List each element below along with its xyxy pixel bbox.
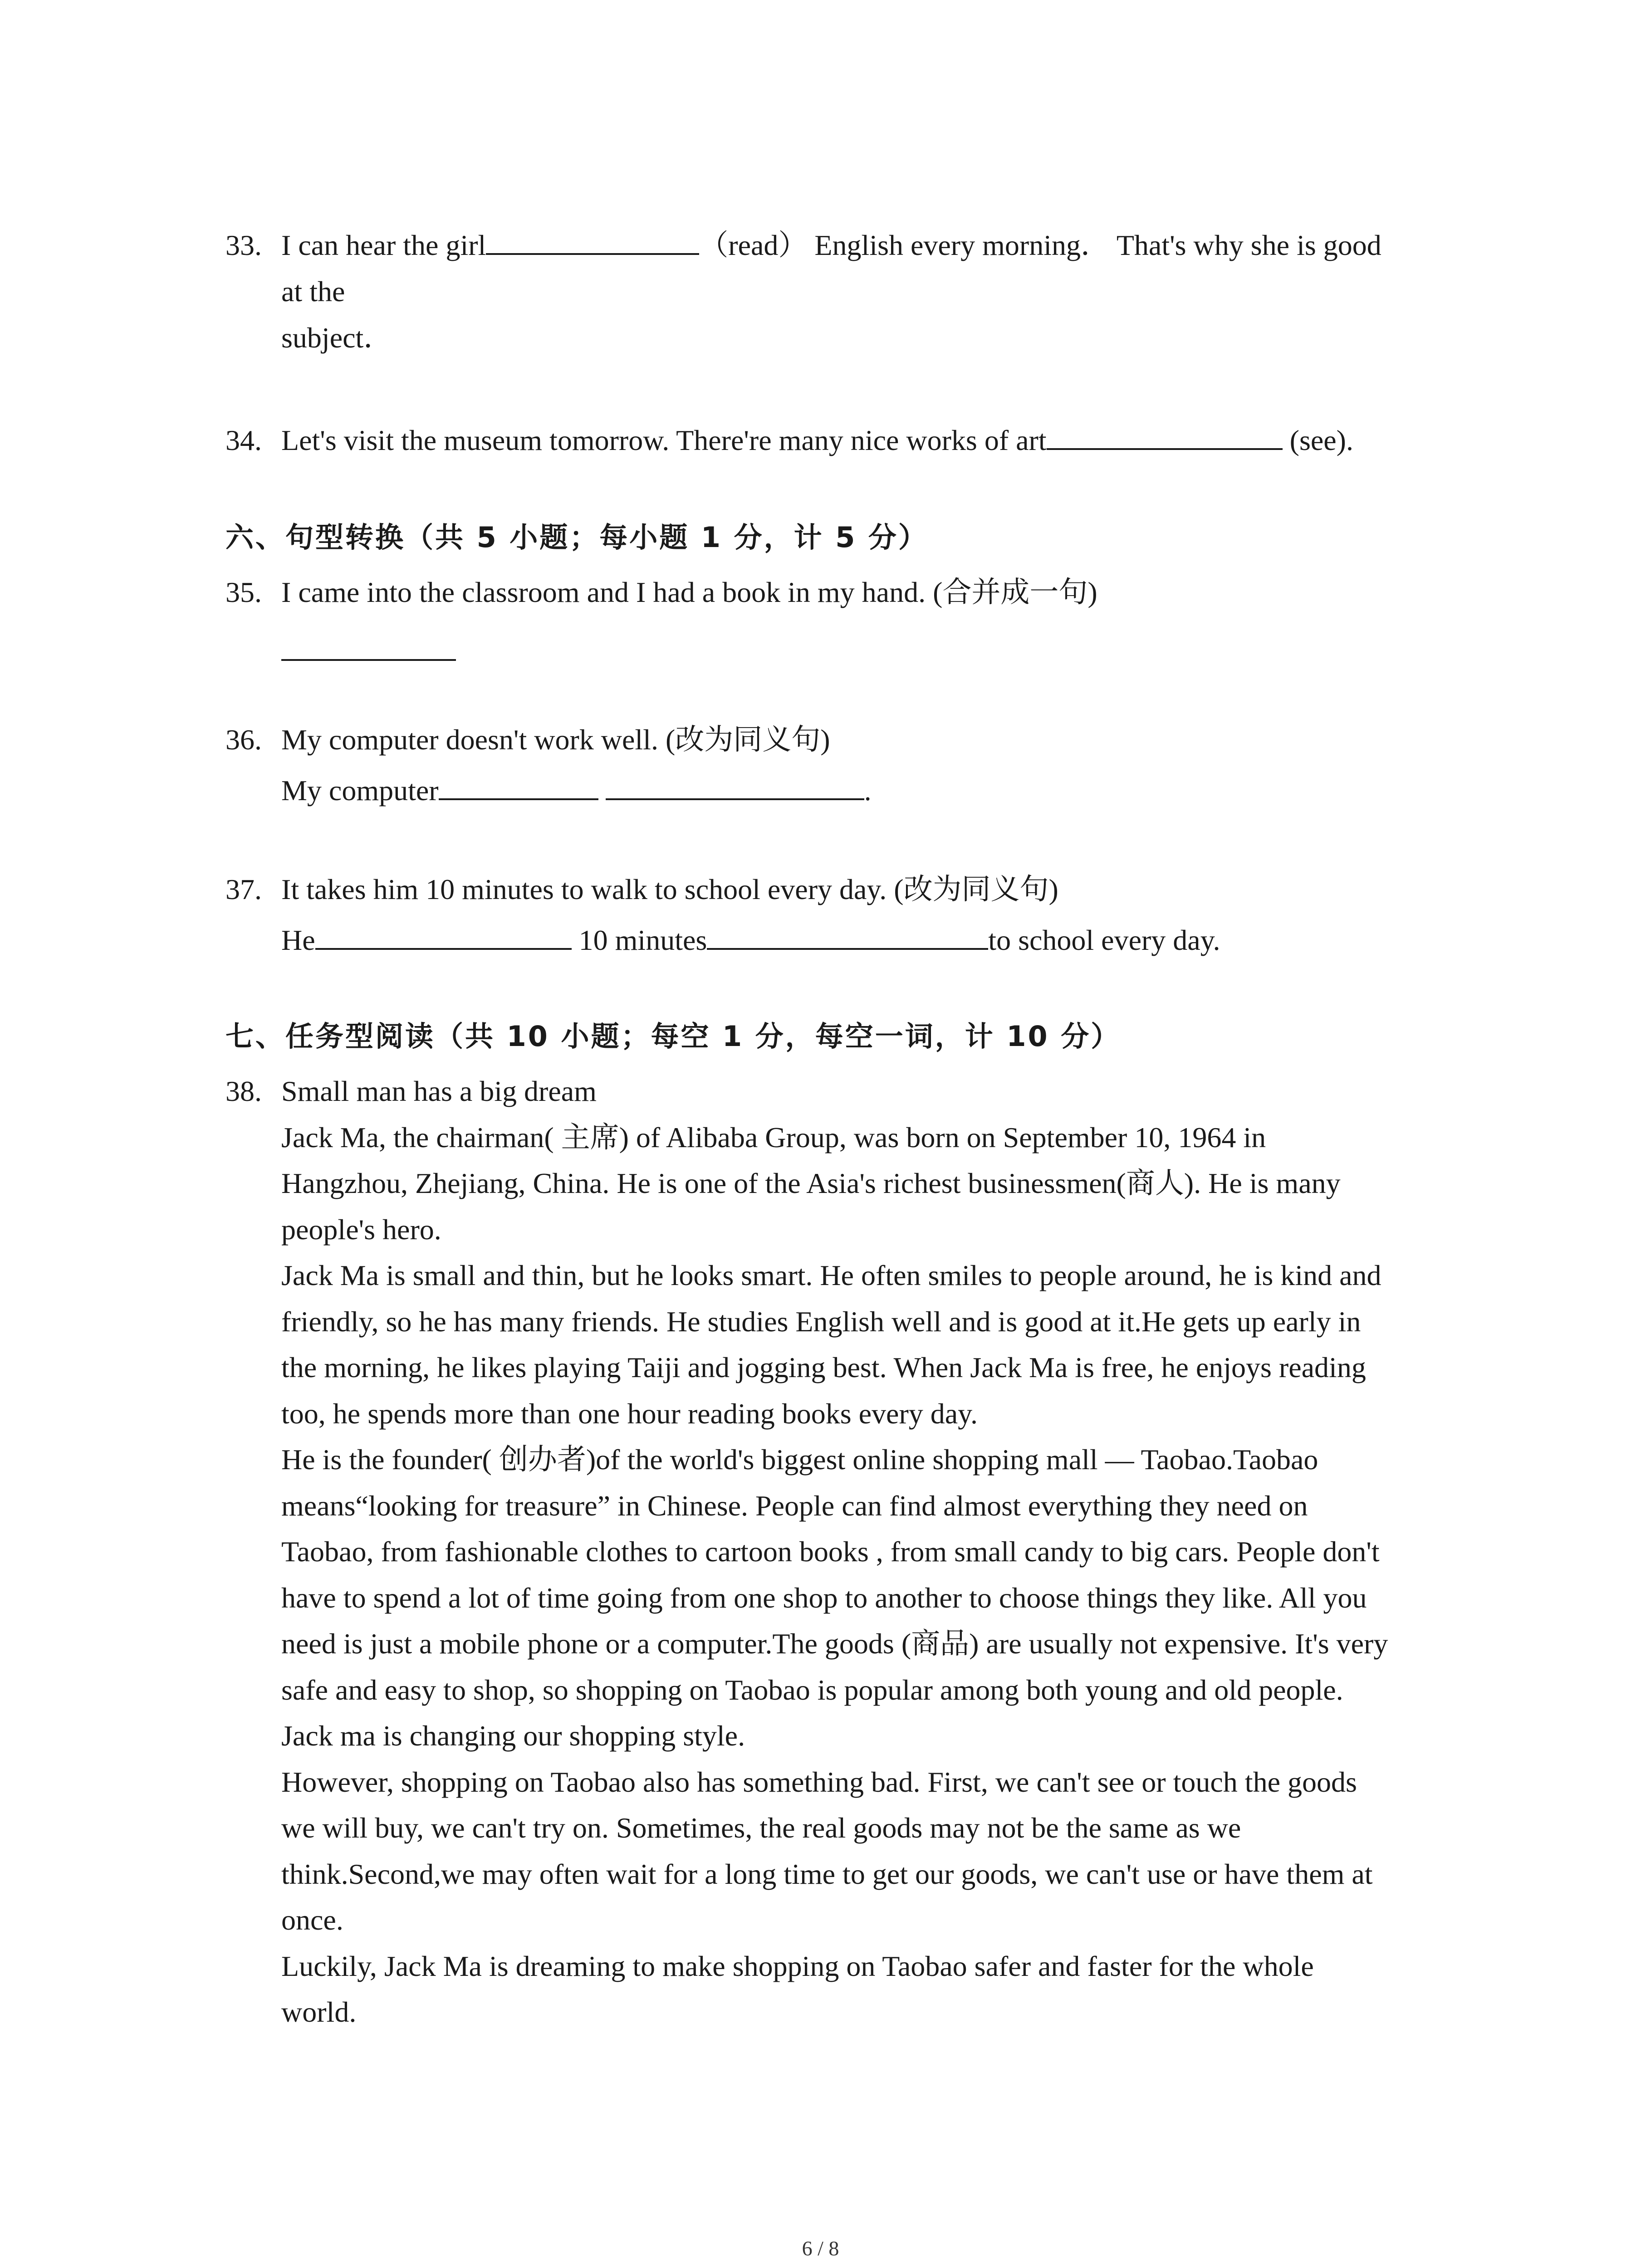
passage-line: Taobao, from fashionable clothes to cartoon books , from small candy to big cars. People don't [281,1535,1380,1568]
question-text: Let's visit the museum tomorrow. There're many nice works of art [281,424,1047,456]
answer-blank[interactable] [439,769,598,800]
question-number: 36. [225,723,262,756]
question-text: I can hear the girl [281,229,486,261]
passage-line: have to spend a lot of time going from one shop to another to choose things they like. All you [281,1581,1367,1614]
answer-blank[interactable] [707,919,988,950]
passage-line: friendly, so he has many friends. He studies English well and is good at it.He gets up early in [281,1305,1361,1338]
section-heading: 六、句型转换（共 5 小题；每小题 1 分，计 5 分） [225,521,928,554]
passage-line: He is the founder( 创办者)of the world's biggest online shopping mall — Taobao.Taobao [281,1443,1318,1476]
passage-line: Jack Ma, the chairman( 主席) of Alibaba Group, was born on September 10, 1964 in [281,1121,1266,1154]
question-37 [225,866,1478,963]
question-number: 35. [225,576,262,608]
question-text: subject． [281,322,393,354]
question-text: (see). [1282,424,1353,456]
question-33 [225,222,1478,361]
passage-line: we will buy, we can't try on. Sometimes, the real goods may not be the same as we [281,1812,1241,1844]
reading-passage [281,1068,1478,2035]
question-text: at the [281,275,345,308]
page-number: 6 / 8 [802,2237,839,2260]
question-text: . [864,774,872,807]
answer-blank[interactable] [281,630,456,661]
passage-line: Hangzhou, Zhejiang, China. He is one of the Asia's richest businessmen(商人). He is many [281,1167,1341,1199]
question-35 [225,569,1478,675]
section-heading: 七、任务型阅读（共 10 小题；每空 1 分，每空一词，计 10 分） [225,1020,1121,1053]
passage-line: too, he spends more than one hour reading books every day. [281,1397,978,1430]
question-number: 37. [225,873,262,905]
question-text: I came into the classroom and I had a book in my hand. (合并成一句) [281,576,1097,608]
question-text: 10 minutes [571,924,707,956]
question-text: My computer [281,774,439,807]
passage-line: safe and easy to shop, so shopping on Taobao is popular among both young and old people. [281,1673,1343,1706]
passage-line: Jack Ma is small and thin, but he looks smart. He often smiles to people around, he is kind and [281,1259,1381,1291]
answer-blank[interactable] [315,919,572,950]
question-number: 38. [225,1075,262,1107]
question-number: 34. [225,424,262,456]
passage-line: the morning, he likes playing Taiji and jogging best. When Jack Ma is free, he enjoys reading [281,1351,1366,1383]
answer-blank[interactable] [486,224,699,255]
question-34 [225,417,1478,464]
passage-line: means“looking for treasure” in Chinese. People can find almost everything they need on [281,1489,1308,1522]
question-text: to school every day. [988,924,1220,956]
question-text: He [281,924,315,956]
passage-line: people's hero. [281,1213,441,1246]
question-38 [225,1068,1478,2035]
question-text: （read） English every morning． That's why she is good [699,229,1381,261]
answer-blank[interactable] [606,769,864,800]
question-36 [225,717,1478,814]
passage-line: once. [281,1904,343,1936]
passage-line: world. [281,1996,357,2028]
question-text: It takes him 10 minutes to walk to school every day. (改为同义句) [281,873,1058,905]
passage-line: need is just a mobile phone or a computer.The goods (商品) are usually not expensive. It's very [281,1628,1388,1660]
passage-line: Jack ma is changing our shopping style. [281,1720,745,1752]
passage-line: think.Second,we may often wait for a long time to get our goods, we can't use or have them at [281,1857,1373,1890]
passage-line: Luckily, Jack Ma is dreaming to make shopping on Taobao safer and faster for the whole [281,1950,1314,1982]
question-number: 33. [225,229,262,261]
passage-line: However, shopping on Taobao also has something bad. First, we can't see or touch the goods [281,1765,1357,1798]
question-text: My computer doesn't work well. (改为同义句) [281,723,830,756]
answer-blank[interactable] [1047,419,1283,450]
passage-title: Small man has a big dream [281,1075,597,1107]
